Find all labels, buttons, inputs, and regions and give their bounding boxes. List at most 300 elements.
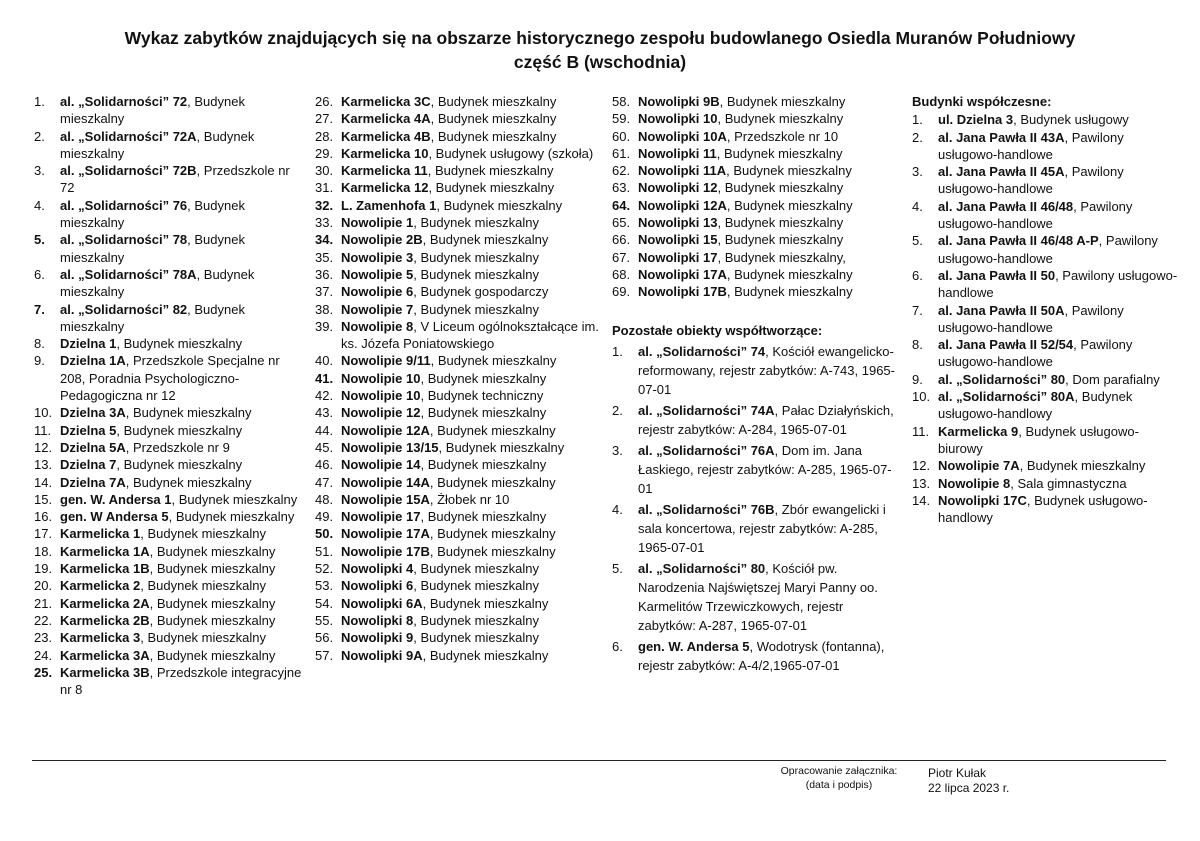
list-item bbox=[315, 404, 600, 421]
item-number: 10. bbox=[912, 389, 931, 405]
item-description: , Budynek usługowy (szkoła) bbox=[428, 145, 594, 161]
list-item bbox=[315, 595, 600, 612]
list-column-2 bbox=[315, 93, 600, 664]
item-number: 9. bbox=[912, 371, 923, 387]
item-number: 36. bbox=[315, 266, 334, 282]
item-text bbox=[938, 111, 1182, 128]
list-item bbox=[315, 629, 600, 646]
item-number: 19. bbox=[34, 561, 53, 577]
item-address: al. „Solidarności” 76A bbox=[638, 442, 775, 458]
item-address: al. „Solidarności” 80 bbox=[938, 371, 1066, 387]
item-description: , Budynek mieszkalny bbox=[427, 163, 554, 179]
item-text bbox=[341, 422, 600, 439]
item-description: , Budynek mieszkalny bbox=[430, 353, 557, 369]
item-address: Nowolipie 8 bbox=[341, 318, 414, 334]
item-number: 13. bbox=[912, 475, 931, 491]
item-number: 5. bbox=[912, 233, 923, 249]
item-address: al. „Solidarności” 72B bbox=[60, 163, 197, 179]
list-item bbox=[34, 266, 304, 301]
item-text bbox=[938, 198, 1182, 233]
item-address: Karmelicka 1 bbox=[60, 526, 141, 542]
item-description: , Budynek mieszkalny bbox=[1019, 458, 1146, 474]
item-text bbox=[938, 129, 1182, 164]
item-address: al. „Solidarności” 82 bbox=[60, 301, 188, 317]
item-description: , Budynek mieszkalny bbox=[60, 266, 255, 300]
item-text bbox=[60, 664, 304, 699]
list-item bbox=[912, 423, 1182, 458]
title-line-2: część B (wschodnia) bbox=[513, 52, 687, 72]
item-address: Karmelicka 3A bbox=[60, 647, 150, 663]
item-number: 22. bbox=[34, 612, 53, 628]
item-number: 68. bbox=[612, 266, 631, 282]
item-text bbox=[638, 231, 902, 248]
item-description: , Budynek mieszkalny bbox=[420, 405, 547, 421]
list-item bbox=[315, 145, 600, 162]
list-item bbox=[34, 439, 304, 456]
list-item bbox=[612, 441, 902, 498]
item-description: , Budynek mieszkalny bbox=[116, 422, 243, 438]
item-description: , Budynek mieszkalny bbox=[60, 197, 245, 231]
list-item bbox=[912, 111, 1182, 128]
list-column-3 bbox=[612, 93, 902, 677]
item-text bbox=[638, 342, 902, 399]
item-description: , Budynek mieszkalny bbox=[413, 578, 539, 594]
item-number: 45. bbox=[315, 439, 334, 455]
item-description: , Dom parafialny bbox=[1065, 371, 1160, 387]
list-item bbox=[34, 231, 304, 266]
item-number: 31. bbox=[315, 180, 334, 196]
item-number: 26. bbox=[315, 94, 334, 109]
list-item bbox=[315, 179, 600, 196]
item-address: gen. W Andersa 5 bbox=[60, 509, 169, 525]
item-description: , Budynek mieszkalny bbox=[116, 457, 243, 473]
item-text bbox=[60, 352, 304, 404]
item-address: Nowolipie 17B bbox=[341, 543, 430, 559]
list-item bbox=[315, 249, 600, 266]
item-text bbox=[341, 249, 600, 266]
item-text bbox=[341, 491, 600, 508]
item-number: 51. bbox=[315, 543, 334, 559]
item-text bbox=[341, 508, 600, 525]
list-item bbox=[34, 352, 304, 404]
item-number: 42. bbox=[315, 388, 334, 404]
footer-label-line-2: (data i podpis) bbox=[805, 779, 873, 791]
item-text bbox=[341, 404, 600, 421]
item-text bbox=[341, 595, 600, 612]
list-item bbox=[612, 110, 902, 127]
item-number: 62. bbox=[612, 163, 631, 179]
item-description: , Budynek mieszkalny bbox=[726, 197, 853, 213]
list-item bbox=[34, 456, 304, 473]
item-address: al. Jana Pawła II 52/54 bbox=[938, 337, 1074, 353]
list-item bbox=[612, 283, 902, 300]
list-item bbox=[612, 500, 902, 557]
item-text bbox=[341, 197, 600, 214]
list-item bbox=[315, 456, 600, 473]
item-number: 2. bbox=[34, 128, 45, 144]
item-number: 4. bbox=[912, 198, 923, 214]
list-item bbox=[612, 162, 902, 179]
monument-list-part-3 bbox=[612, 93, 902, 301]
footer-signature-block bbox=[928, 766, 1009, 796]
list-column-4 bbox=[912, 93, 1182, 526]
item-text bbox=[60, 508, 304, 525]
item-text bbox=[60, 595, 304, 612]
list-item bbox=[315, 370, 600, 387]
item-text bbox=[341, 231, 600, 248]
item-address: Nowolipie 8 bbox=[938, 475, 1011, 491]
item-description: , Budynek mieszkalny bbox=[429, 474, 556, 490]
item-description: , Budynek mieszkalny bbox=[413, 301, 539, 317]
list-column-1 bbox=[34, 93, 304, 698]
list-item bbox=[912, 129, 1182, 164]
item-text bbox=[638, 197, 902, 214]
item-text bbox=[60, 577, 304, 594]
item-number: 5. bbox=[612, 560, 623, 576]
list-item bbox=[34, 491, 304, 508]
item-number: 48. bbox=[315, 491, 334, 507]
item-address: Nowolipie 7 bbox=[341, 301, 414, 317]
list-item bbox=[34, 629, 304, 646]
item-text bbox=[341, 647, 600, 664]
item-address: Dzielna 1A bbox=[60, 353, 126, 369]
item-number: 47. bbox=[315, 474, 334, 490]
list-item bbox=[315, 128, 600, 145]
item-address: al. „Solidarności” 76 bbox=[60, 197, 188, 213]
item-description: , Budynek mieszkalny bbox=[413, 612, 539, 628]
item-address: Nowolipie 6 bbox=[341, 284, 414, 300]
item-number: 1. bbox=[912, 112, 923, 128]
item-number: 50. bbox=[315, 526, 334, 542]
item-text bbox=[60, 439, 304, 456]
item-number: 69. bbox=[612, 284, 631, 300]
item-description: , Budynek mieszkalny bbox=[413, 215, 539, 231]
item-text bbox=[638, 128, 902, 145]
item-text bbox=[938, 163, 1182, 198]
list-item bbox=[315, 197, 600, 214]
item-description: , Budynek mieszkalny bbox=[149, 595, 276, 611]
item-number: 64. bbox=[612, 197, 631, 213]
item-number: 13. bbox=[34, 457, 53, 473]
monument-list-part-2 bbox=[315, 93, 600, 664]
list-item bbox=[34, 577, 304, 594]
item-address: Nowolipki 17C bbox=[938, 492, 1027, 508]
list-item bbox=[315, 387, 600, 404]
item-number: 11. bbox=[34, 422, 52, 438]
item-number: 29. bbox=[315, 145, 334, 161]
item-text bbox=[60, 474, 304, 491]
item-number: 14. bbox=[912, 492, 931, 508]
list-item bbox=[34, 301, 304, 336]
item-description: , Budynek mieszkalny bbox=[60, 128, 255, 161]
item-address: Nowolipki 15 bbox=[638, 232, 718, 248]
item-text bbox=[60, 612, 304, 629]
list-item bbox=[612, 266, 902, 283]
item-description: , Budynek techniczny bbox=[420, 388, 544, 404]
list-item bbox=[612, 93, 902, 110]
list-item bbox=[315, 283, 600, 300]
item-address: al. „Solidarności” 74A bbox=[638, 402, 775, 418]
item-address: Nowolipki 17A bbox=[638, 266, 727, 282]
item-number: 1. bbox=[34, 94, 45, 109]
item-text bbox=[638, 179, 902, 196]
item-address: Nowolipie 13/15 bbox=[341, 439, 439, 455]
list-item bbox=[34, 197, 304, 232]
monument-list-part-1 bbox=[34, 93, 304, 698]
item-address: Nowolipie 2B bbox=[341, 232, 423, 248]
item-text bbox=[341, 179, 600, 196]
list-item bbox=[315, 214, 600, 231]
item-description: , Budynek mieszkalny bbox=[125, 474, 252, 490]
item-text bbox=[341, 214, 600, 231]
list-item bbox=[912, 267, 1182, 302]
item-description: , Pałac Działyńskich, rejestr zabytków: A-284, 1965-07-01 bbox=[638, 402, 894, 437]
list-item bbox=[34, 404, 304, 421]
item-address: al. Jana Pawła II 46/48 A-P bbox=[938, 233, 1099, 249]
list-item bbox=[34, 422, 304, 439]
item-description: , Budynek mieszkalny bbox=[430, 128, 557, 144]
item-text bbox=[938, 336, 1182, 371]
item-text bbox=[60, 525, 304, 542]
item-number: 6. bbox=[612, 638, 623, 654]
item-number: 25. bbox=[34, 664, 53, 680]
item-text bbox=[938, 388, 1182, 423]
item-address: al. „Solidarności” 76B bbox=[638, 501, 775, 517]
item-address: Karmelicka 1B bbox=[60, 561, 150, 577]
item-description: , Budynek mieszkalny bbox=[726, 284, 853, 300]
item-description: , Pawilony usługowo-handlowe bbox=[938, 267, 1178, 301]
item-address: al. „Solidarności” 74 bbox=[638, 343, 766, 359]
item-text bbox=[638, 145, 902, 162]
item-address: Karmelicka 2 bbox=[60, 578, 141, 594]
item-number: 7. bbox=[34, 301, 45, 317]
item-description: , Kościół pw. Narodzenia Najświętszej Maryi Panny oo. Karmelitów Trzewiczkowych, rejestr zabytków: A-287, 1965-07-01 bbox=[638, 560, 878, 633]
item-address: Nowolipie 10 bbox=[341, 370, 421, 386]
item-address: al. Jana Pawła II 50 bbox=[938, 267, 1056, 283]
list-item bbox=[912, 163, 1182, 198]
list-item bbox=[912, 371, 1182, 388]
item-description: , Budynek mieszkalny bbox=[438, 439, 565, 455]
item-description: , Pawilony usługowo-handlowe bbox=[938, 233, 1158, 266]
list-item bbox=[912, 232, 1182, 267]
item-text bbox=[341, 387, 600, 404]
item-description: , Wodotrysk (fontanna), rejestr zabytków: A-4/2,1965-07-01 bbox=[638, 638, 885, 673]
item-address: Karmelicka 3B bbox=[60, 664, 150, 680]
item-text bbox=[60, 560, 304, 577]
list-item bbox=[315, 231, 600, 248]
list-item bbox=[315, 93, 600, 110]
item-address: Karmelicka 2A bbox=[60, 595, 150, 611]
item-text bbox=[638, 441, 902, 498]
item-number: 3. bbox=[34, 163, 45, 179]
item-address: Nowolipki 13 bbox=[638, 215, 718, 231]
item-text bbox=[60, 162, 304, 197]
item-address: Nowolipki 12 bbox=[638, 180, 718, 196]
item-number: 43. bbox=[315, 405, 334, 421]
item-number: 33. bbox=[315, 215, 334, 231]
item-address: gen. W. Andersa 1 bbox=[60, 491, 172, 507]
item-text bbox=[341, 283, 600, 300]
item-text bbox=[341, 370, 600, 387]
list-item bbox=[612, 179, 902, 196]
item-description: , Budynek mieszkalny bbox=[430, 94, 557, 109]
item-address: Karmelicka 1A bbox=[60, 543, 150, 559]
item-description: , Budynek mieszkalny bbox=[420, 509, 547, 525]
item-description: , Budynek mieszkalny bbox=[428, 180, 555, 196]
item-address: Karmelicka 11 bbox=[341, 163, 428, 179]
item-number: 37. bbox=[315, 284, 334, 300]
item-text bbox=[938, 267, 1182, 302]
item-address: al. „Solidarności” 78A bbox=[60, 266, 197, 282]
list-item bbox=[315, 162, 600, 179]
document-date: 22 lipca 2023 r. bbox=[928, 781, 1010, 795]
list-item bbox=[315, 543, 600, 560]
item-text bbox=[638, 110, 902, 127]
item-text bbox=[341, 439, 600, 456]
item-address: Nowolipie 17 bbox=[341, 509, 421, 525]
item-text bbox=[341, 301, 600, 318]
list-item bbox=[612, 342, 902, 399]
item-description: , Budynek mieszkalny bbox=[168, 509, 295, 525]
item-address: al. „Solidarności” 72 bbox=[60, 94, 188, 109]
item-address: Karmelicka 9 bbox=[938, 423, 1019, 439]
author-name: Piotr Kułak bbox=[928, 766, 987, 780]
item-address: ul. Dzielna 3 bbox=[938, 112, 1014, 128]
item-address: Karmelicka 3C bbox=[341, 94, 431, 109]
item-number: 21. bbox=[34, 595, 53, 611]
item-description: , Pawilony usługowo-handlowe bbox=[938, 164, 1124, 197]
item-text bbox=[341, 629, 600, 646]
item-address: Nowolipki 9 bbox=[341, 630, 414, 646]
item-address: Karmelicka 4A bbox=[341, 111, 431, 127]
list-item bbox=[34, 335, 304, 352]
item-address: Nowolipie 12A bbox=[341, 422, 430, 438]
item-text bbox=[60, 301, 304, 336]
list-item bbox=[34, 612, 304, 629]
item-text bbox=[341, 560, 600, 577]
item-address: Nowolipki 6 bbox=[341, 578, 414, 594]
item-number: 12. bbox=[34, 439, 53, 455]
item-text bbox=[638, 283, 902, 300]
item-text bbox=[341, 525, 600, 542]
item-description: , Budynek mieszkalny bbox=[429, 543, 556, 559]
item-address: al. „Solidarności” 72A bbox=[60, 128, 197, 144]
item-number: 6. bbox=[34, 266, 45, 282]
item-number: 57. bbox=[315, 647, 334, 663]
item-address: Nowolipie 10 bbox=[341, 388, 421, 404]
item-description: , Pawilony usługowo-handlowe bbox=[938, 337, 1133, 370]
item-text bbox=[341, 110, 600, 127]
item-description: , Budynek mieszkalny, bbox=[717, 249, 846, 265]
item-number: 55. bbox=[315, 612, 334, 628]
item-text bbox=[341, 456, 600, 473]
item-address: Nowolipie 14 bbox=[341, 457, 421, 473]
item-number: 40. bbox=[315, 353, 334, 369]
list-item bbox=[612, 231, 902, 248]
footer-divider bbox=[32, 760, 1166, 761]
item-text bbox=[60, 647, 304, 664]
item-text bbox=[341, 145, 600, 162]
item-number: 2. bbox=[612, 402, 623, 418]
item-text bbox=[341, 318, 600, 353]
item-description: , Budynek mieszkalny bbox=[60, 301, 245, 334]
list-item bbox=[315, 508, 600, 525]
item-number: 8. bbox=[912, 337, 923, 353]
item-address: Nowolipki 10A bbox=[638, 128, 727, 144]
item-description: , Kościół ewangelicko-reformowany, rejestr zabytków: A-743, 1965-07-01 bbox=[638, 343, 895, 397]
item-text bbox=[341, 474, 600, 491]
item-address: Karmelicka 3 bbox=[60, 630, 141, 646]
item-address: al. Jana Pawła II 45A bbox=[938, 164, 1065, 180]
list-item bbox=[912, 336, 1182, 371]
item-address: Nowolipki 6A bbox=[341, 595, 423, 611]
item-number: 35. bbox=[315, 249, 334, 265]
item-text bbox=[638, 214, 902, 231]
item-address: Nowolipie 7A bbox=[938, 458, 1020, 474]
list-item bbox=[315, 266, 600, 283]
item-description: , Budynek mieszkalny bbox=[140, 630, 266, 646]
item-description: , Budynek mieszkalny bbox=[60, 232, 245, 265]
item-description: , Budynek usługowo-handlowy bbox=[938, 389, 1133, 422]
item-description: , Budynek mieszkalny bbox=[429, 422, 556, 438]
item-address: Dzielna 7 bbox=[60, 457, 117, 473]
item-address: al. Jana Pawła II 46/48 bbox=[938, 198, 1074, 214]
list-item bbox=[612, 214, 902, 231]
item-text bbox=[938, 475, 1182, 492]
item-description: , Zbór ewangelicki i sala koncertowa, rejestr zabytków: A-285, 1965-07-01 bbox=[638, 501, 886, 555]
list-item bbox=[912, 198, 1182, 233]
list-item bbox=[315, 560, 600, 577]
item-description: , Budynek usługowy bbox=[1013, 112, 1129, 128]
item-description: , Budynek mieszkalny bbox=[140, 526, 266, 542]
item-description: , Budynek gospodarczy bbox=[413, 284, 549, 300]
item-number: 3. bbox=[612, 442, 623, 458]
item-description: , Budynek mieszkalny bbox=[436, 197, 563, 213]
item-number: 3. bbox=[912, 164, 923, 180]
list-item bbox=[315, 612, 600, 629]
item-description: , Pawilony usługowo-handlowe bbox=[938, 302, 1124, 335]
item-text bbox=[938, 457, 1182, 474]
item-number: 7. bbox=[912, 302, 923, 318]
item-description: , Budynek mieszkalny bbox=[413, 249, 539, 265]
item-text bbox=[60, 93, 304, 128]
item-text bbox=[341, 543, 600, 560]
item-description: , Budynek mieszkalny bbox=[116, 336, 243, 352]
item-description: , Budynek mieszkalny bbox=[140, 578, 266, 594]
list-item bbox=[315, 647, 600, 664]
other-objects-heading: Pozostałe obiekty współtworzące: bbox=[612, 322, 823, 338]
item-address: Nowolipie 15A bbox=[341, 491, 430, 507]
item-number: 60. bbox=[612, 128, 631, 144]
item-description: , Przedszkole nr 72 bbox=[60, 163, 290, 196]
list-item bbox=[612, 197, 902, 214]
item-address: Dzielna 3A bbox=[60, 405, 126, 421]
item-number: 39. bbox=[315, 318, 334, 334]
item-number: 53. bbox=[315, 578, 334, 594]
item-text bbox=[60, 231, 304, 266]
item-address: al. „Solidarności” 78 bbox=[60, 232, 188, 248]
item-text bbox=[60, 629, 304, 646]
item-description: , Budynek mieszkalny bbox=[125, 405, 252, 421]
item-description: , Budynek mieszkalny bbox=[413, 561, 539, 577]
item-description: , Budynek mieszkalny bbox=[726, 266, 853, 282]
item-text bbox=[638, 249, 902, 266]
item-address: L. Zamenhofa 1 bbox=[341, 197, 437, 213]
item-number: 16. bbox=[34, 509, 53, 525]
list-item bbox=[34, 474, 304, 491]
item-text bbox=[638, 500, 902, 557]
item-description: , Budynek mieszkalny bbox=[420, 457, 547, 473]
